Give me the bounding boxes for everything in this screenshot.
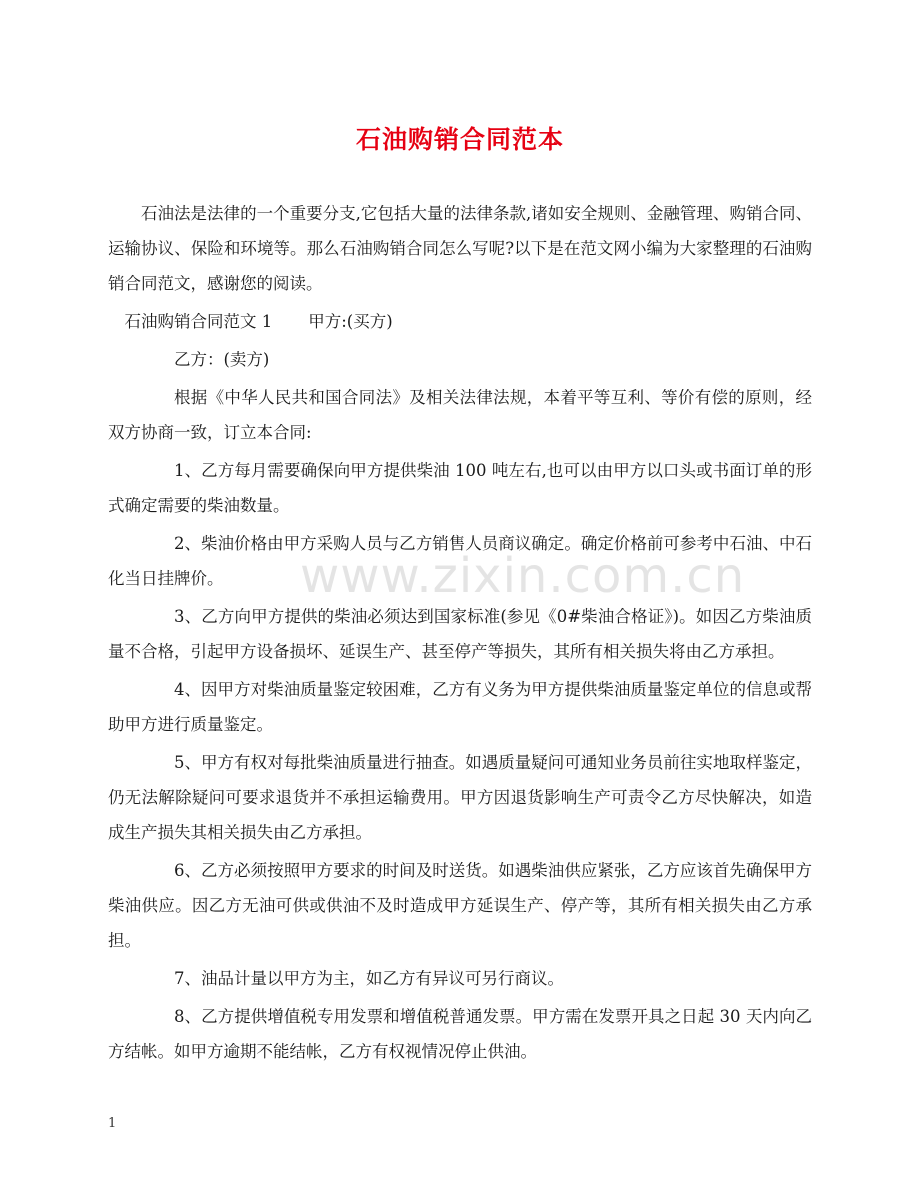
clause-5: 5、甲方有权对每批柴油质量进行抽查。如遇质量疑问可通知业务员前往实地取样鉴定，仍无法解除疑问可要求退货并不承担运输费用。甲方因退货影响生产可责令乙方尽快解决，如造成生产损失其相关损失由乙方承担。 — [108, 753, 812, 842]
party-b: 乙方：(卖方) — [174, 350, 270, 369]
document-body — [108, 196, 812, 1072]
intro-paragraph: 石油法是法律的一个重要分支,它包括大量的法律条款,诸如安全规则、金融管理、购销合同、运输协议、保险和环境等。那么石油购销合同怎么写呢?以下是在范文网小编为大家整理的石油购销合同范文，感谢您的阅读。 — [108, 204, 812, 293]
clause-2: 2、柴油价格由甲方采购人员与乙方销售人员商议确定。确定价格前可参考中石油、中石化当日挂牌价。 — [108, 534, 812, 588]
section-heading: 石油购销合同范文 1 — [124, 312, 273, 331]
section-heading-line — [108, 304, 812, 339]
clause-4: 4、因甲方对柴油质量鉴定较困难，乙方有义务为甲方提供柴油质量鉴定单位的信息或帮助甲方进行质量鉴定。 — [108, 680, 812, 734]
clause-1: 1、乙方每月需要确保向甲方提供柴油 100 吨左右,也可以由甲方以口头或书面订单的形式确定需要的柴油数量。 — [108, 461, 812, 515]
page-number: 1 — [108, 1116, 117, 1131]
preamble-paragraph: 根据《中华人民共和国合同法》及相关法律法规，本着平等互利、等价有偿的原则，经双方协商一致，订立本合同: — [108, 388, 812, 442]
clause-8: 8、乙方提供增值税专用发票和增值税普通发票。甲方需在发票开具之日起 30 天内向乙方结帐。如甲方逾期不能结帐，乙方有权视情况停止供油。 — [108, 1007, 812, 1061]
clause-3: 3、乙方向甲方提供的柴油必须达到国家标准(参见《0#柴油合格证》)。如因乙方柴油质量不合格，引起甲方设备损坏、延误生产、甚至停产等损失，其所有相关损失将由乙方承担。 — [108, 607, 812, 661]
clause-6: 6、乙方必须按照甲方要求的时间及时送货。如遇柴油供应紧张，乙方应该首先确保甲方柴油供应。因乙方无油可供或供油不及时造成甲方延误生产、停产等，其所有相关损失由乙方承担。 — [108, 861, 812, 950]
clause-7: 7、油品计量以甲方为主，如乙方有异议可另行商议。 — [174, 969, 564, 988]
party-a: 甲方:(买方) — [308, 312, 393, 331]
document-title: 石油购销合同范本 — [355, 125, 564, 154]
watermark: www.zixin.com.cn — [300, 548, 746, 604]
